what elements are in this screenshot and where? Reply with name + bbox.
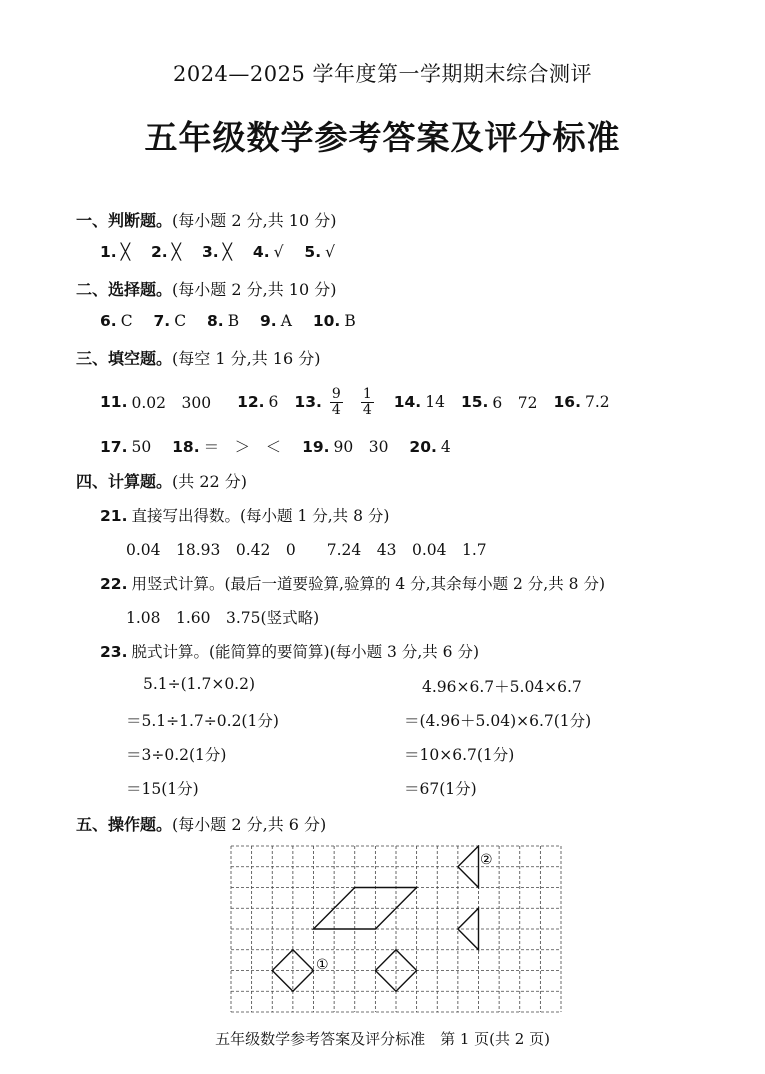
answer: B (344, 312, 356, 330)
section-5-heading (76, 812, 326, 835)
fraction: $\frac{9}{4}$ (331, 385, 341, 418)
question-text: 脱式计算。(能简算的要简算)(每小题 3 分,共 6 分) (131, 643, 480, 661)
answer: √ (273, 243, 284, 261)
section-2-answers (100, 312, 356, 330)
q23-left-step: ＝5.1÷1.7÷0.2(1分) (126, 712, 279, 730)
question-number: 22. (100, 575, 128, 593)
answer: C (174, 312, 187, 330)
answer: ╳ (120, 243, 131, 261)
page-title: 五年级数学参考答案及评分标准 (144, 118, 621, 157)
answer: 4 (440, 438, 451, 456)
figure-label-2: ② (480, 852, 493, 868)
section-3-title: 三、填空题。 (76, 349, 173, 368)
question-number: 12. (237, 393, 265, 411)
question-number: 11. (100, 393, 128, 411)
question-text: 直接写出得数。(每小题 1 分,共 8 分) (131, 507, 390, 525)
section-2-note: (每小题 2 分,共 10 分) (172, 280, 337, 299)
question-number: 8. (207, 312, 224, 330)
drawing-grid (230, 845, 562, 1015)
answer: A (280, 312, 292, 330)
answer: 6 72 (492, 394, 538, 412)
question-21-answers: 0.04 18.93 0.42 0 7.24 43 0.04 1.7 (126, 541, 487, 559)
question-number: 15. (460, 393, 489, 411)
q23-left-step: ＝15(1分) (126, 780, 199, 798)
question-number: 19. (302, 438, 330, 456)
question-number: 5. (304, 243, 322, 261)
question-number: 16. (553, 393, 581, 411)
question-21 (100, 504, 389, 526)
section-3-answers-row-2 (100, 435, 451, 457)
answer: 7.2 (584, 393, 610, 411)
section-1-answers (100, 243, 335, 261)
question-number: 10. (312, 312, 341, 330)
figure-label-1: ① (316, 957, 329, 973)
question-number: 21. (100, 507, 128, 525)
answer: ╳ (171, 243, 181, 261)
question-number: 3. (201, 243, 219, 261)
question-23 (100, 640, 479, 662)
question-number: 6. (100, 312, 117, 330)
q23-right-step: ＝10×6.7(1分) (404, 746, 515, 764)
answer: ＝ ＞ ＜ (203, 438, 282, 456)
q23-right-step: 4.96×6.7＋5.04×6.7 (422, 678, 582, 696)
answer: 90 30 (333, 438, 389, 456)
question-number: 13. (294, 393, 322, 411)
question-number: 20. (409, 438, 437, 456)
section-1-heading (76, 208, 336, 231)
answer: √ (325, 243, 335, 261)
question-number: 2. (150, 243, 168, 261)
question-text: 用竖式计算。(最后一道要验算,验算的 4 分,其余每小题 2 分,共 8 分) (131, 575, 605, 593)
question-22 (100, 572, 605, 594)
question-number: 4. (252, 243, 270, 261)
section-5-note: (每小题 2 分,共 6 分) (172, 815, 327, 834)
answer: ╳ (222, 243, 232, 261)
answer: 14 (425, 393, 445, 411)
q23-left-step: ＝3÷0.2(1分) (126, 746, 227, 764)
answer: 6 (268, 393, 279, 411)
section-3-answers-row-1 (100, 382, 610, 422)
section-2-heading (76, 277, 336, 300)
question-22-answers: 1.08 1.60 3.75(竖式略) (126, 609, 320, 627)
section-4-heading (76, 469, 247, 492)
section-3-heading (76, 346, 320, 369)
q23-right-step: ＝67(1分) (404, 780, 477, 798)
question-number: 17. (100, 438, 128, 456)
question-number: 7. (153, 312, 171, 330)
page-footer: 五年级数学参考答案及评分标准 第 1 页(共 2 页) (215, 1030, 550, 1048)
grid-lines (231, 846, 561, 1012)
q23-right-step: ＝(4.96＋5.04)×6.7(1分) (404, 712, 592, 730)
exam-subtitle: 2024—2025 学年度第一学期期末综合测评 (172, 62, 593, 86)
answer: B (227, 312, 240, 330)
section-1-note: (每小题 2 分,共 10 分) (172, 211, 337, 230)
question-number: 23. (100, 643, 128, 661)
section-4-note: (共 22 分) (172, 472, 248, 491)
question-number: 9. (260, 312, 277, 330)
section-5-title: 五、操作题。 (76, 815, 173, 834)
section-4-title: 四、计算题。 (76, 472, 173, 491)
fraction: $\frac{1}{4}$ (362, 385, 372, 418)
section-3-note: (每空 1 分,共 16 分) (172, 349, 321, 368)
question-number: 14. (393, 393, 422, 411)
section-1-title: 一、判断题。 (76, 211, 173, 230)
question-number: 1. (100, 243, 117, 261)
answer: C (120, 312, 133, 330)
q23-left-step: 5.1÷(1.7×0.2) (143, 675, 256, 693)
answer: 50 (131, 438, 152, 456)
answer: 0.02 300 (131, 394, 212, 412)
question-number: 18. (172, 438, 200, 456)
section-2-title: 二、选择题。 (76, 280, 173, 299)
